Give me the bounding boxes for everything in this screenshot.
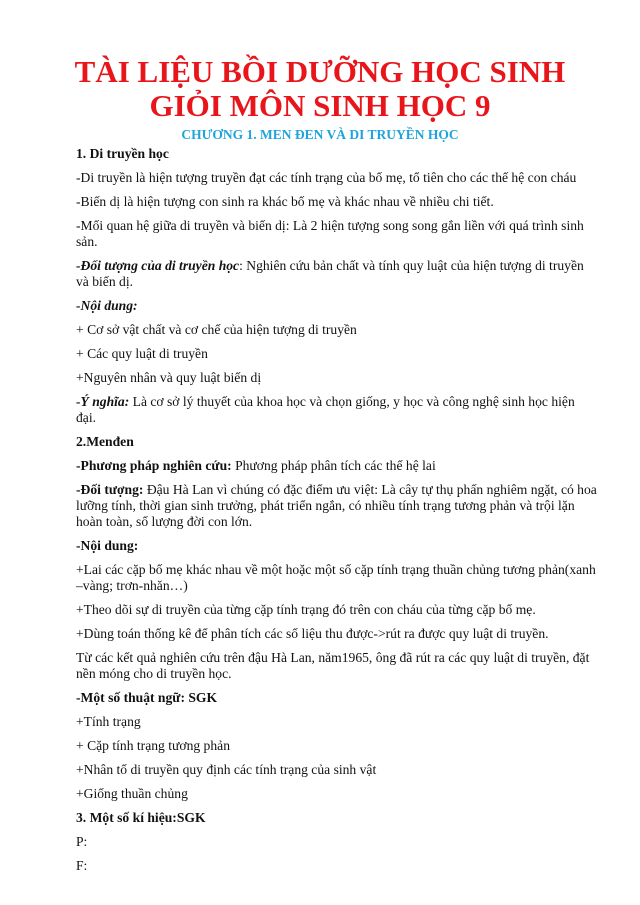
doi-tuong-menden-label: -Đối tượng: bbox=[76, 482, 144, 497]
paragraph-bien-di-definition: -Biến dị là hiện tượng con sinh ra khác bố mẹ và khác nhau về nhiều chi tiết. bbox=[76, 194, 494, 209]
symbol-f: F: bbox=[76, 858, 88, 873]
paragraph-di-truyen-definition: -Di truyền là hiện tượng truyền đạt các tính trạng của bố mẹ, tổ tiên cho các thế hệ con cháu bbox=[76, 170, 577, 185]
menden-item-3: +Dùng toán thống kê để phân tích các số liệu thu được->rút ra được quy luật di truyền. bbox=[76, 626, 549, 641]
chapter-heading: CHƯƠNG 1. MEN ĐEN VÀ DI TRUYỀN HỌC bbox=[181, 127, 459, 142]
noi-dung-item-1: + Cơ sở vật chất và cơ chế của hiện tượng di truyền bbox=[76, 322, 357, 337]
term-item-1: +Tính trạng bbox=[76, 714, 141, 729]
paragraph-y-nghia bbox=[76, 394, 598, 426]
section-2-heading: 2.Menđen bbox=[76, 434, 134, 449]
symbol-p: P: bbox=[76, 834, 88, 849]
y-nghia-text: Là cơ sở lý thuyết của khoa học và chọn giống, y học và công nghệ sinh học hiện đại. bbox=[76, 394, 575, 425]
paragraph-relationship: -Mối quan hệ giữa di truyền và biến dị: Là 2 hiện tượng song song gắn liền với quá trình sinh sản. bbox=[76, 218, 584, 249]
menden-item-1: +Lai các cặp bố mẹ khác nhau về một hoặc một số cặp tính trạng thuần chủng tương phản(xanh –vàng; trơn-nhăn…) bbox=[76, 562, 596, 593]
paragraph-conclusion: Từ các kết quả nghiên cứu trên đậu Hà Lan, năm1965, ông đã rút ra các quy luật di truyền, đặt nền móng cho di truyền học. bbox=[76, 650, 590, 681]
noi-dung-menden-label: -Nội dung: bbox=[76, 538, 139, 553]
phuong-phap-text: Phương pháp phân tích các thế hệ lai bbox=[231, 458, 436, 473]
doi-tuong-text: : Nghiên cứu bản chất và tính quy luật của hiện tượng di truyền và biến dị. bbox=[76, 258, 584, 289]
paragraph-phuong-phap bbox=[76, 458, 598, 474]
noi-dung-label: -Nội dung: bbox=[76, 298, 138, 313]
noi-dung-item-2: + Các quy luật di truyền bbox=[76, 346, 208, 361]
y-nghia-label: -Ý nghĩa: bbox=[76, 394, 130, 409]
doi-tuong-menden-text: Đậu Hà Lan vì chúng có đặc điểm ưu việt: Là cây tự thụ phấn nghiêm ngặt, có hoa lưỡng tính, thời gian sinh trưởng, phát triển ngắn, có nhiều tính trạng tương phản và trội lặn hoàn toàn, số lượng đời con lớn. bbox=[76, 482, 597, 529]
section-3-heading: 3. Một số kí hiệu:SGK bbox=[76, 810, 206, 825]
paragraph-doi-tuong-menden bbox=[76, 482, 598, 530]
doi-tuong-label: -Đối tượng của di truyền học bbox=[76, 258, 240, 273]
section-1-heading: 1. Di truyền học bbox=[76, 146, 169, 161]
terms-label: -Một số thuật ngữ: SGK bbox=[76, 690, 218, 705]
phuong-phap-label: -Phương pháp nghiên cứu: bbox=[76, 458, 232, 473]
paragraph-doi-tuong bbox=[76, 258, 598, 290]
document-title-line-2: GIỎI MÔN SINH HỌC 9 bbox=[149, 88, 491, 123]
term-item-4: +Giống thuần chủng bbox=[76, 786, 188, 801]
menden-item-2: +Theo dõi sự di truyền của từng cặp tính trạng đó trên con cháu của từng cặp bố mẹ. bbox=[76, 602, 536, 617]
term-item-3: +Nhân tố di truyền quy định các tính trạng của sinh vật bbox=[76, 762, 377, 777]
term-item-2: + Cặp tính trạng tương phản bbox=[76, 738, 230, 753]
document-title-line-1: TÀI LIỆU BỒI DƯỠNG HỌC SINH bbox=[74, 54, 566, 89]
noi-dung-item-3: +Nguyên nhân và quy luật biến dị bbox=[76, 370, 262, 385]
document-body bbox=[76, 146, 598, 882]
